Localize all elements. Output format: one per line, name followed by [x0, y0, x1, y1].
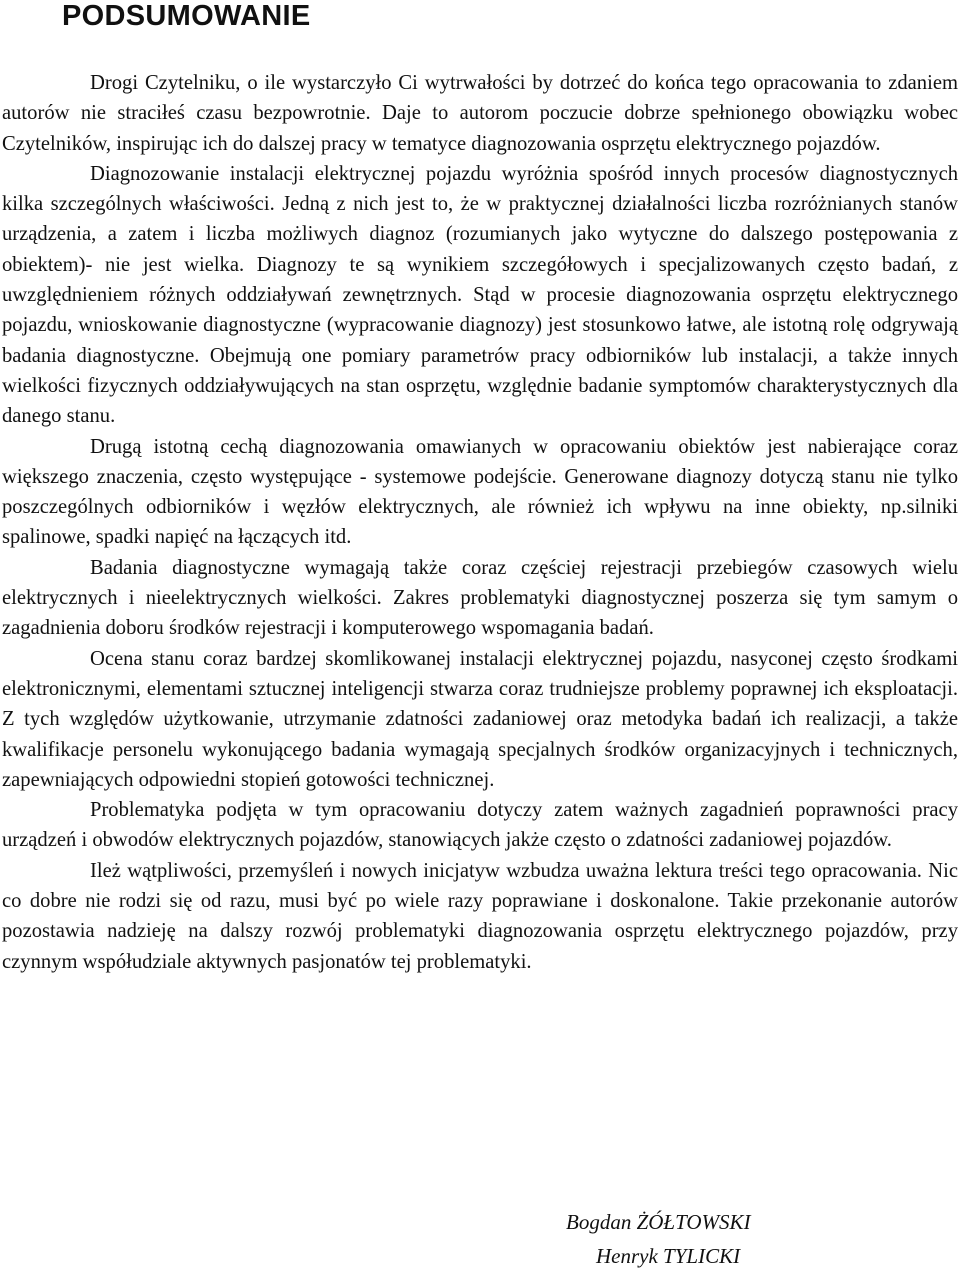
paragraph-4: Badania diagnostyczne wymagają także coraz częściej rejestracji przebiegów czasowych wielu elektrycznych i nieelektrycznych wielkości. Zakres problematyki diagnostycznej poszerza się tym samym o zagadnienia doboru środków rejestracji i komputerowego wspomagania badań. — [2, 556, 958, 640]
author-name: Henryk TYLICKI — [596, 1244, 741, 1268]
paragraph-5: Ocena stanu coraz bardzej skomlikowanej instalacji elektrycznej pojazdu, nasyconej często środkami elektronicznymi, elementami sztucznej inteligencji stwarza coraz trudniejsze problemy poprawnej ich eksploatacji. Z tych względów użytkowanie, utrzymanie zdatności zadaniowej oraz metodyka badań ich realizacji, a także kwalifikacje personelu wykonującego badania wymagają specjalnych środków organizacyjnych i technicznych, zapewniających odpowiedni stopień gotowości technicznej. — [2, 647, 958, 791]
document-body — [2, 68, 958, 977]
paragraph-6: Problematyka podjęta w tym opracowaniu dotyczy zatem ważnych zagadnień poprawności pracy urządzeń i obwodów elektrycznych pojazdów, stanowiących jakże często o zdatności zadaniowej pojazdów. — [2, 799, 958, 852]
paragraph-1: Drogi Czytelniku, o ile wystarczyło Ci wytrwałości by dotrzeć do końca tego opracowania to zdaniem autorów nie straciłeś czasu bezpowrotnie. Daje to autorom poczucie dobrze spełnionego obowiązku wobec Czytelników, inspirując ich do dalszej pracy w tematyce diagnozowania osprzętu elektrycznego pojazdów. — [2, 72, 958, 155]
paragraph-7: Ileż wątpliwości, przemyśleń i nowych inicjatyw wzbudza uważna lektura treści tego opracowania. Nic co dobre nie rodzi się od razu, musi być po wiele razy poprawiane i doskonalone. Takie przekonanie autorów pozostawia nadzieję na dalszy rozwój problematyki diagnozowania osprzętu elektrycznego pojazdów, przy czynnym współudziale aktywnych pasjonatów tej problematyki. — [2, 859, 958, 973]
page-title: PODSUMOWANIE — [62, 0, 311, 32]
paragraph-2: Diagnozowanie instalacji elektrycznej pojazdu wyróżnia spośród innych procesów diagnostycznych kilka szczególnych właściwości. Jedną z nich jest to, że w praktycznej działalności liczba rozróżnianych stanów urządzenia, a zatem i liczba możliwych diagnoz (rozumianych jako wytyczne do dalszego postępowania z obiektem)- nie jest wielka. Diagnozy te są wynikiem szczegółowych i specjalizowanych często badań, z uwzględnieniem różnych oddziaływań zewnętrznych. Stąd w procesie diagnozowania osprzętu elektrycznego pojazdu, wnioskowanie diagnostyczne (wypracowanie diagnozy) jest stosunkowo łatwe, ale istotną rolę odgrywają badania diagnostyczne. Obejmują one pomiary parametrów pracy odbiorników lub instalacji, a także innych wielkości fizycznych oddziaływujących na stan osprzętu, względnie badanie symptomów charakterystycznych dla danego stanu. — [2, 162, 958, 428]
author-signatures — [566, 1205, 751, 1273]
author-name: Bogdan ŻÓŁTOWSKI — [566, 1210, 751, 1234]
paragraph-3: Drugą istotną cechą diagnozowania omawianych w opracowaniu obiektów jest nabierające coraz większego znaczenia, często występujące - systemowe podejście. Generowane diagnozy dotyczą stanu nie tylko poszczególnych odbiorników i węzłów elektrycznych, ale również ich wpływu na inne obiekty, np.silniki spalinowe, spadki napięć na łączących itd. — [2, 435, 958, 549]
